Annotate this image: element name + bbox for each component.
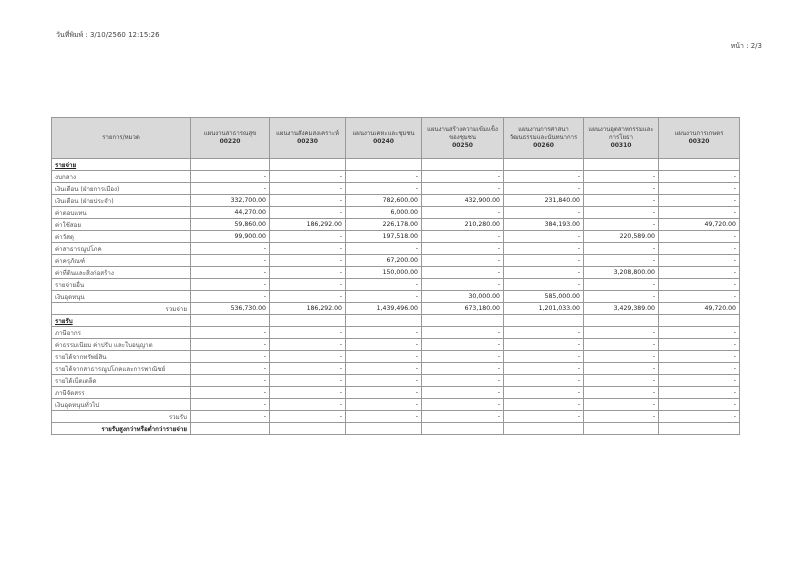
cell-value: - xyxy=(659,231,740,243)
row-label: ภาษีอากร xyxy=(52,327,191,339)
row-label: รวมจ่าย xyxy=(52,303,191,315)
table-row xyxy=(52,339,740,351)
cell-value: - xyxy=(504,267,584,279)
cell-value: - xyxy=(346,363,422,375)
cell-value: - xyxy=(584,255,659,267)
cell-value: 59,860.00 xyxy=(191,219,270,231)
cell-value: - xyxy=(270,195,346,207)
cell-value: - xyxy=(659,255,740,267)
cell-value: - xyxy=(270,291,346,303)
table-row xyxy=(52,327,740,339)
cell-value: 332,700.00 xyxy=(191,195,270,207)
cell-value: - xyxy=(422,363,504,375)
cell-value: - xyxy=(422,387,504,399)
cell-value xyxy=(584,315,659,327)
cell-value: - xyxy=(346,183,422,195)
cell-value: - xyxy=(270,411,346,423)
cell-value: - xyxy=(584,219,659,231)
cell-value xyxy=(191,423,270,435)
cell-value: - xyxy=(346,399,422,411)
cell-value: - xyxy=(346,243,422,255)
cell-value: - xyxy=(422,375,504,387)
table-row xyxy=(52,231,740,243)
cell-value: 3,208,800.00 xyxy=(584,267,659,279)
cell-value: - xyxy=(659,327,740,339)
table-row xyxy=(52,351,740,363)
cell-value: - xyxy=(504,243,584,255)
cell-value: - xyxy=(584,351,659,363)
cell-value: - xyxy=(504,255,584,267)
cell-value: - xyxy=(191,171,270,183)
cell-value: - xyxy=(584,399,659,411)
row-label: รายจ่ายอื่น xyxy=(52,279,191,291)
cell-value: - xyxy=(659,243,740,255)
row-label: รายรับ xyxy=(52,315,191,327)
cell-value: 3,429,389.00 xyxy=(584,303,659,315)
cell-value: - xyxy=(346,339,422,351)
table-row xyxy=(52,363,740,375)
cell-value: - xyxy=(659,351,740,363)
row-label: รายรับสูงกว่าหรือต่ำกว่ารายจ่าย xyxy=(52,423,191,435)
cell-value: - xyxy=(422,351,504,363)
table-row xyxy=(52,267,740,279)
row-label: ค่าธรรมเนียม ค่าปรับ และใบอนุญาต xyxy=(52,339,191,351)
cell-value xyxy=(191,159,270,171)
cell-value: 226,178.00 xyxy=(346,219,422,231)
cell-value: - xyxy=(504,363,584,375)
cell-value: - xyxy=(504,411,584,423)
cell-value: - xyxy=(422,171,504,183)
cell-value: - xyxy=(504,231,584,243)
cell-value: - xyxy=(584,243,659,255)
cell-value: - xyxy=(270,267,346,279)
cell-value: - xyxy=(422,327,504,339)
table-header-row xyxy=(52,118,740,159)
table-row xyxy=(52,315,740,327)
cell-value: - xyxy=(584,363,659,375)
cell-value: - xyxy=(584,207,659,219)
cell-value: - xyxy=(659,339,740,351)
header-unit: แผนงานการเกษตร 00320 xyxy=(659,118,740,159)
cell-value xyxy=(346,315,422,327)
cell-value: 673,180.00 xyxy=(422,303,504,315)
cell-value: - xyxy=(584,411,659,423)
cell-value: - xyxy=(504,387,584,399)
row-label: รายได้จากทรัพย์สิน xyxy=(52,351,191,363)
cell-value: - xyxy=(659,279,740,291)
cell-value: - xyxy=(659,207,740,219)
row-label: รายได้เบ็ดเตล็ด xyxy=(52,375,191,387)
table-row xyxy=(52,387,740,399)
cell-value xyxy=(584,159,659,171)
table-row xyxy=(52,375,740,387)
cell-value: - xyxy=(346,291,422,303)
cell-value: - xyxy=(422,267,504,279)
cell-value: - xyxy=(659,411,740,423)
cell-value: - xyxy=(659,291,740,303)
cell-value: - xyxy=(191,411,270,423)
row-label: เงินเดือน (ฝ่ายการเมือง) xyxy=(52,183,191,195)
cell-value: - xyxy=(270,231,346,243)
cell-value xyxy=(270,159,346,171)
table-body xyxy=(52,159,740,435)
print-date: วันที่พิมพ์ : 3/10/2560 12:15:26 xyxy=(56,31,160,39)
row-label: ค่าที่ดินและสิ่งก่อสร้าง xyxy=(52,267,191,279)
cell-value: 210,280.00 xyxy=(422,219,504,231)
cell-value: 6,000.00 xyxy=(346,207,422,219)
cell-value: - xyxy=(659,183,740,195)
table-row xyxy=(52,219,740,231)
cell-value: - xyxy=(191,279,270,291)
cell-value: 197,518.00 xyxy=(346,231,422,243)
cell-value xyxy=(422,315,504,327)
cell-value: - xyxy=(584,183,659,195)
cell-value: - xyxy=(270,375,346,387)
cell-value: 99,900.00 xyxy=(191,231,270,243)
cell-value: - xyxy=(191,363,270,375)
cell-value: - xyxy=(504,375,584,387)
cell-value: - xyxy=(584,291,659,303)
cell-value: - xyxy=(422,183,504,195)
cell-value: - xyxy=(191,255,270,267)
cell-value: 585,000.00 xyxy=(504,291,584,303)
cell-value: 1,201,033.00 xyxy=(504,303,584,315)
cell-value: - xyxy=(584,279,659,291)
cell-value: - xyxy=(346,279,422,291)
cell-value: 49,720.00 xyxy=(659,219,740,231)
cell-value: - xyxy=(504,207,584,219)
row-label: เงินเดือน (ฝ่ายประจำ) xyxy=(52,195,191,207)
cell-value xyxy=(422,423,504,435)
cell-value: - xyxy=(504,399,584,411)
cell-value: - xyxy=(659,387,740,399)
cell-value: - xyxy=(191,399,270,411)
cell-value: - xyxy=(504,351,584,363)
cell-value xyxy=(422,159,504,171)
cell-value: - xyxy=(659,195,740,207)
table-row xyxy=(52,303,740,315)
cell-value: 67,200.00 xyxy=(346,255,422,267)
cell-value: - xyxy=(270,351,346,363)
cell-value: 432,900.00 xyxy=(422,195,504,207)
cell-value: - xyxy=(191,387,270,399)
cell-value: 220,589.00 xyxy=(584,231,659,243)
cell-value xyxy=(346,423,422,435)
cell-value: - xyxy=(659,399,740,411)
row-label: เงินอุดหนุนทั่วไป xyxy=(52,399,191,411)
header-unit: แผนงานสาธารณสุข 00220 xyxy=(191,118,270,159)
table-row xyxy=(52,159,740,171)
row-label: ค่าใช้สอย xyxy=(52,219,191,231)
cell-value: - xyxy=(584,195,659,207)
cell-value: 44,270.00 xyxy=(191,207,270,219)
header-item: รายการ/หมวด xyxy=(52,118,191,159)
cell-value: - xyxy=(270,171,346,183)
cell-value: 150,000.00 xyxy=(346,267,422,279)
cell-value: 49,720.00 xyxy=(659,303,740,315)
cell-value: - xyxy=(270,243,346,255)
table-row xyxy=(52,255,740,267)
cell-value: - xyxy=(346,171,422,183)
header-unit: แผนงานอุตสาหกรรมและการโยธา 00310 xyxy=(584,118,659,159)
row-label: ค่าครุภัณฑ์ xyxy=(52,255,191,267)
cell-value: - xyxy=(504,339,584,351)
cell-value xyxy=(659,423,740,435)
table-row xyxy=(52,291,740,303)
cell-value: - xyxy=(422,207,504,219)
cell-value: - xyxy=(422,231,504,243)
cell-value xyxy=(584,423,659,435)
row-label: ค่าตอบแทน xyxy=(52,207,191,219)
row-label: รวมรับ xyxy=(52,411,191,423)
cell-value: - xyxy=(504,327,584,339)
cell-value: - xyxy=(270,327,346,339)
cell-value xyxy=(270,423,346,435)
cell-value: - xyxy=(346,411,422,423)
cell-value: - xyxy=(346,327,422,339)
cell-value: 536,730.00 xyxy=(191,303,270,315)
cell-value: - xyxy=(346,375,422,387)
cell-value xyxy=(504,159,584,171)
cell-value: - xyxy=(270,183,346,195)
cell-value: - xyxy=(191,291,270,303)
cell-value: - xyxy=(659,375,740,387)
cell-value: - xyxy=(270,363,346,375)
cell-value: - xyxy=(191,351,270,363)
cell-value: - xyxy=(191,339,270,351)
cell-value: - xyxy=(504,171,584,183)
cell-value: - xyxy=(422,279,504,291)
cell-value: - xyxy=(270,255,346,267)
table-row xyxy=(52,243,740,255)
cell-value: - xyxy=(504,183,584,195)
cell-value: - xyxy=(270,399,346,411)
table-row xyxy=(52,423,740,435)
cell-value: 1,439,496.00 xyxy=(346,303,422,315)
cell-value: - xyxy=(422,339,504,351)
table-row xyxy=(52,279,740,291)
cell-value: 186,292.00 xyxy=(270,219,346,231)
cell-value: - xyxy=(191,327,270,339)
table-row xyxy=(52,399,740,411)
cell-value: - xyxy=(346,351,422,363)
cell-value: - xyxy=(191,243,270,255)
cell-value xyxy=(191,315,270,327)
row-label: งบกลาง xyxy=(52,171,191,183)
row-label: รายจ่าย xyxy=(52,159,191,171)
cell-value: - xyxy=(191,267,270,279)
budget-table xyxy=(51,117,740,435)
cell-value: - xyxy=(270,279,346,291)
cell-value: - xyxy=(584,387,659,399)
row-label: ค่าสาธารณูปโภค xyxy=(52,243,191,255)
cell-value xyxy=(270,315,346,327)
cell-value xyxy=(659,315,740,327)
table-row xyxy=(52,207,740,219)
cell-value: 186,292.00 xyxy=(270,303,346,315)
header-unit: แผนงานสังคมสงเคราะห์ 00230 xyxy=(270,118,346,159)
header-unit: แผนงานการศาสนา วัฒนธรรมและนันทนาการ 00260 xyxy=(504,118,584,159)
table-row xyxy=(52,411,740,423)
row-label: รายได้จากสาธารณูปโภคและการพาณิชย์ xyxy=(52,363,191,375)
cell-value xyxy=(504,423,584,435)
cell-value: - xyxy=(504,279,584,291)
cell-value: - xyxy=(584,375,659,387)
cell-value: - xyxy=(346,387,422,399)
cell-value: - xyxy=(659,171,740,183)
cell-value: 30,000.00 xyxy=(422,291,504,303)
table-row xyxy=(52,195,740,207)
cell-value: - xyxy=(584,327,659,339)
cell-value xyxy=(504,315,584,327)
page-number: หน้า : 2/3 xyxy=(730,42,762,50)
cell-value: - xyxy=(270,339,346,351)
cell-value: 384,193.00 xyxy=(504,219,584,231)
cell-value: - xyxy=(422,243,504,255)
cell-value: 782,600.00 xyxy=(346,195,422,207)
cell-value: - xyxy=(422,255,504,267)
table-row xyxy=(52,171,740,183)
row-label: ภาษีจัดสรร xyxy=(52,387,191,399)
cell-value: - xyxy=(422,411,504,423)
cell-value: - xyxy=(422,399,504,411)
cell-value: - xyxy=(584,339,659,351)
cell-value: 231,840.00 xyxy=(504,195,584,207)
cell-value: - xyxy=(659,267,740,279)
header-unit: แผนงานสร้างความเข้มแข็งของชุมชน 00250 xyxy=(422,118,504,159)
cell-value: - xyxy=(191,183,270,195)
cell-value xyxy=(659,159,740,171)
cell-value: - xyxy=(659,363,740,375)
row-label: ค่าวัสดุ xyxy=(52,231,191,243)
cell-value: - xyxy=(270,387,346,399)
cell-value: - xyxy=(191,375,270,387)
cell-value: - xyxy=(584,171,659,183)
header-unit: แผนงานเคหะและชุมชน 00240 xyxy=(346,118,422,159)
row-label: เงินอุดหนุน xyxy=(52,291,191,303)
table-row xyxy=(52,183,740,195)
cell-value: - xyxy=(270,207,346,219)
cell-value xyxy=(346,159,422,171)
